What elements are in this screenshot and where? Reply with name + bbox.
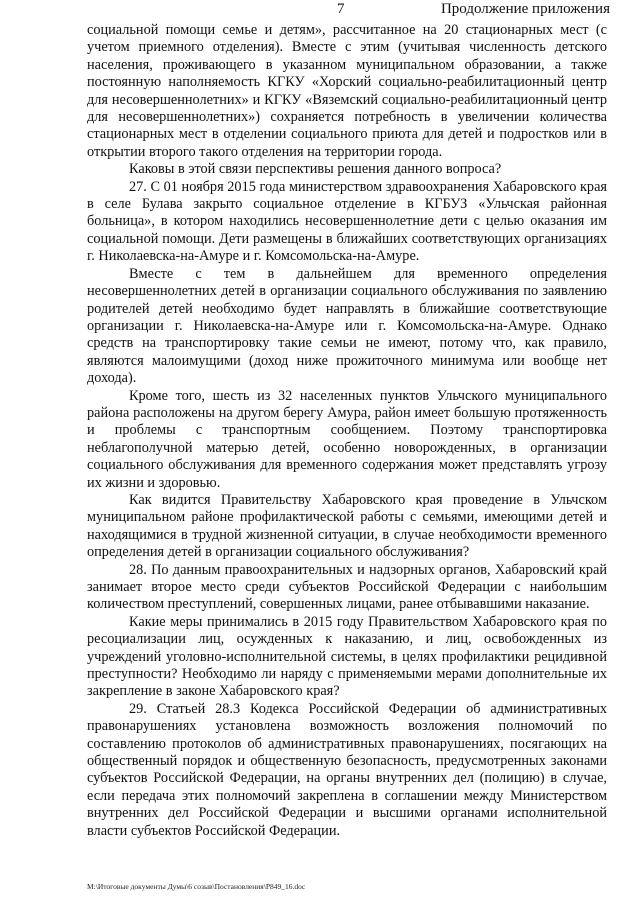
- paragraph-item-27: 27. С 01 ноября 2015 года министерством здравоохранения Хабаровского края в селе Булава закрыто социальное отделение в КГБУЗ «Ульчская районная больница», в котором находились несовершеннолетние дети с целью оказания им социальной помощи. Дети размещены в ближайших соответствующих организациях г. Николаевска-на-Амуре и г. Комсомольска-на-Амуре.: [87, 178, 607, 265]
- page-number: 7: [337, 1, 345, 17]
- file-path-footer: М:\Итоговые документы Думы\6 созыв\Постановления\Р849_16.doc: [87, 882, 306, 891]
- page-header-title: Продолжение приложения: [440, 1, 610, 17]
- document-body: [87, 22, 607, 840]
- paragraph-question-2: Как видится Правительству Хабаровского края проведение в Ульчском муниципальном районе профилактической работы с семьями, имеющими детей и находящимися в трудной жизненной ситуации, в случае необходимости временного определения детей в организации социального обслуживания?: [87, 491, 607, 561]
- paragraph-question-3: Какие меры принимались в 2015 году Правительством Хабаровского края по ресоциализации лиц, осужденных к наказанию, и лиц, освобожденных из учреждений уголовно-исполнительной системы, в целях профилактики рецидивной преступности? Необходимо ли наряду с применяемыми мерами дополнительные их закрепление в законе Хабаровского края?: [87, 613, 607, 700]
- paragraph-district: Кроме того, шесть из 32 населенных пунктов Ульчского муниципального района расположены на другом берегу Амура, район имеет большую протяженность и проблемы с транспортным сообщением. Поэтому транспортировка неблагополучной матерью детей, особенно новорожденных, в организации социального обслуживания для временного содержания может представлять угрозу их жизни и здоровью.: [87, 387, 607, 491]
- paragraph-question-1: Каковы в этой связи перспективы решения данного вопроса?: [129, 161, 502, 178]
- paragraph-item-29: 29. Статьей 28.3 Кодекса Российской Федерации об административных правонарушениях установлена возможность возложения полномочий по составлению протоколов об административных правонарушениях, посягающих на общественный порядок и общественную безопасность, предусмотренных законами субъектов Российской Федерации, на органы внутренних дел (полицию) в случае, если передача этих полномочий закреплена в соглашении между Министерством внутренних дел Российской Федерации и высшими органами исполнительной власти субъектов Российской Федерации.: [87, 700, 607, 839]
- paragraph-item-28: 28. По данным правоохранительных и надзорных органов, Хабаровский край занимает второе место среди субъектов Российской Федерации с наибольшим количеством преступлений, совершенных лицами, ранее отбывавшими наказание.: [87, 561, 607, 613]
- paragraph-continuation: социальной помощи семье и детям», рассчитанное на 20 стационарных мест (с учетом приемного отделения). Вместе с этим (учитывая численность детского населения, проживающего в указанном муниципальном образовании, а также постоянную наполняемость КГКУ «Хорский социально-реабилитационный центр для несовершеннолетних» и КГКУ «Вяземский социально-реабилитационный центр для несовершеннолетних») сохраняется потребность в увеличении количества стационарных мест в отделении социального приюта для детей и подростков или в открытии второго такого отделения на территории города.: [87, 22, 607, 160]
- paragraph-transport: Вместе с тем в дальнейшем для временного определения несовершеннолетних детей в организации социального обслуживания по заявлению родителей детей необходимо будет направлять в ближайшие соответствующие организации г. Николаевска-на-Амуре или г. Комсомольска-на-Амуре. Однако средств на транспортировку такие семьи не имеют, потому что, как правило, являются малоимущими (доход ниже прожиточного минимума или вообще нет дохода).: [87, 265, 607, 387]
